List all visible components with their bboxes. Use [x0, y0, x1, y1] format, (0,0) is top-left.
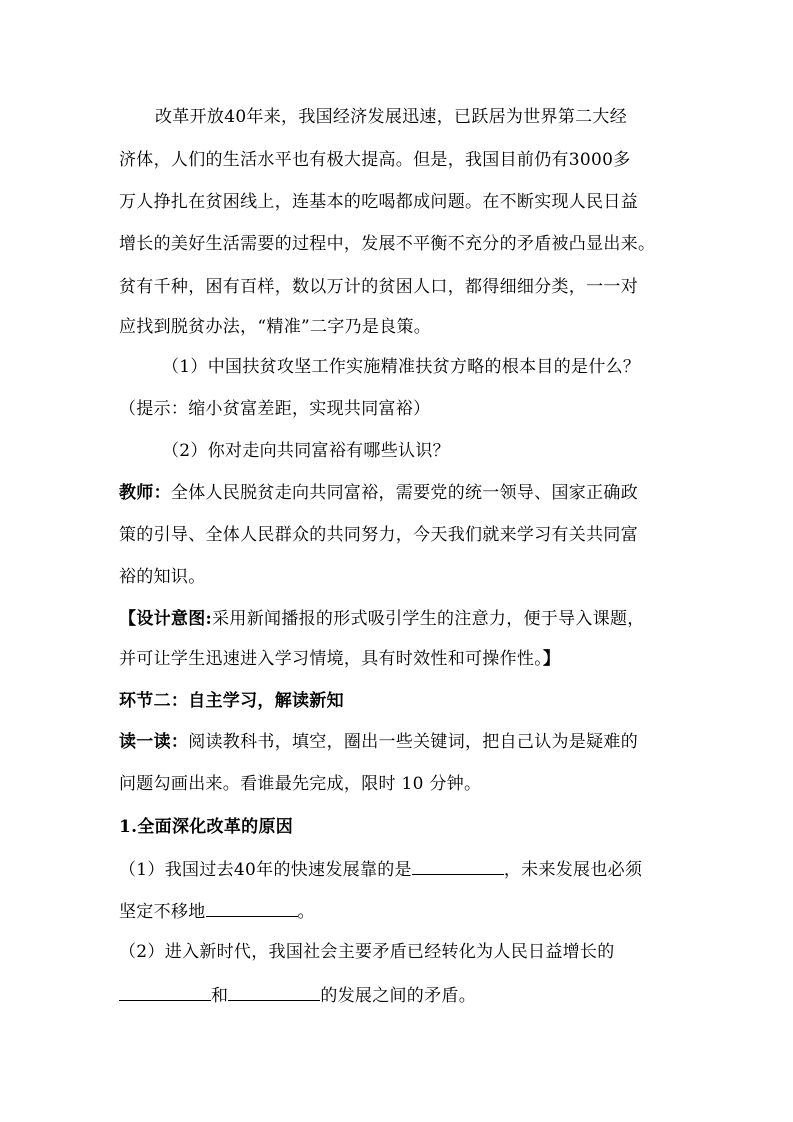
read-line-1 [119, 731, 638, 753]
paragraph-line-5: 贫有千种，困有百样，数以万计的贫困人口，都得细细分类，一一对 [119, 277, 638, 297]
read-label: 读一读： [119, 732, 189, 752]
design-intent-line-2 [119, 648, 560, 670]
design-intent-text-2: 并可让学生迅速进入学习情境，具有时效性和可操作性。 [119, 649, 543, 669]
fill-blank-2[interactable] [206, 899, 298, 917]
teacher-label: 教师： [119, 483, 171, 503]
fill-1-text-d: 。 [297, 902, 315, 922]
fill-2-text-b: 和 [211, 986, 229, 1006]
teacher-line-2: 策的引导、全体人民群众的共同努力，今天我们就来学习有关共同富 [119, 525, 638, 545]
paragraph-line-2: 济体，人们的生活水平也有极大提高。但是，我国目前仍有3000多 [119, 150, 631, 170]
fill-1-text-b: ，未来发展也必须 [503, 860, 643, 880]
read-line-2: 问题勾画出来。看谁最先完成，限时 10 分钟。 [119, 774, 482, 794]
question-1-hint: （提示：缩小贫富差距，实现共同富裕） [119, 399, 431, 419]
fill-blank-1[interactable] [412, 857, 504, 875]
section-2-title: 环节二：自主学习，解读新知 [119, 691, 344, 711]
fill-2-line-1: （2）进入新时代，我国社会主要矛盾已经转化为人民日益增长的 [119, 942, 615, 962]
question-1: （1）中国扶贫攻坚工作实施精准扶贫方略的根本目的是什么？ [162, 357, 641, 377]
fill-blank-4[interactable] [228, 983, 320, 1001]
fill-1-line-1 [119, 857, 642, 881]
fill-1-line-2 [119, 899, 315, 923]
design-intent-line-1 [119, 608, 645, 630]
fill-2-line-2 [119, 983, 476, 1007]
paragraph-line-3: 万人挣扎在贫困线上，连基本的吃喝都成问题。在不断实现人民日益 [119, 192, 638, 212]
teacher-text-1: 全体人民脱贫走向共同富裕，需要党的统一领导、国家正确政 [170, 483, 639, 503]
teacher-line-1 [119, 482, 638, 504]
design-open-bracket: 【 [119, 609, 137, 629]
design-close-bracket: 】 [543, 649, 561, 669]
design-intent-text-1: 采用新闻播报的形式吸引学生的注意力，便于导入课题， [212, 609, 645, 629]
design-intent-label: 设计意图: [136, 609, 213, 629]
subsection-1-title: 1.全面深化改革的原因 [119, 817, 294, 837]
question-2: （2）你对走向共同富裕有哪些认识？ [162, 441, 450, 461]
fill-1-text-a: （1）我国过去40年的快速发展靠的是 [119, 860, 412, 880]
fill-2-text-c: 的发展之间的矛盾。 [320, 986, 477, 1006]
paragraph-line-6: 应找到脱贫办法，“精准”二字乃是良策。 [119, 317, 432, 337]
teacher-line-3: 裕的知识。 [119, 567, 206, 587]
paragraph-line-4: 增长的美好生活需要的过程中，发展不平衡不充分的矛盾被凸显出来。 [119, 234, 656, 254]
fill-1-text-c: 坚定不移地 [119, 902, 206, 922]
fill-blank-3[interactable] [119, 983, 211, 1001]
read-text-1: 阅读教科书，填空，圈出一些关键词，把自己认为是疑难的 [188, 732, 639, 752]
paragraph-line-1: 改革开放40年来，我国经济发展迅速，已跃居为世界第二大经 [155, 107, 628, 127]
